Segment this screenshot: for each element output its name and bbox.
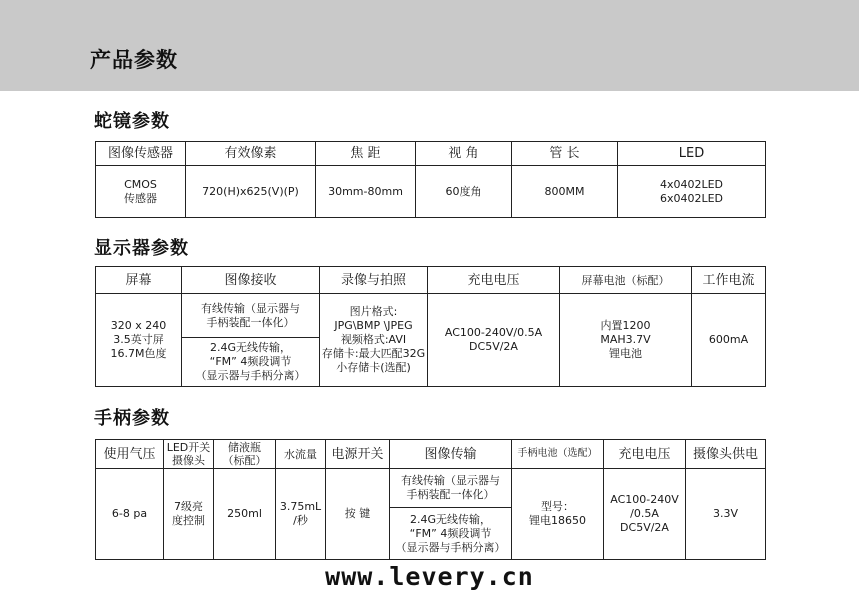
reservoir-cell: 250ml [214, 469, 276, 560]
header-cell: 屏幕 [96, 267, 182, 294]
header-cell: 图像传感器 [96, 142, 186, 166]
table-row [96, 469, 766, 508]
header-cell: 图像接收 [182, 267, 320, 294]
table-header-row [96, 142, 766, 166]
table-row [96, 294, 766, 338]
current-cell: 600mA [692, 294, 766, 387]
header-cell: 视 角 [416, 142, 512, 166]
charging-voltage-cell: AC100-240V /0.5A DC5V/2A [604, 469, 686, 560]
recording-cell: 图片格式: JPG\BMP \JPEG 视频格式:AVI 存储卡:最大匹配32G 小存储卡(选配) [320, 294, 428, 387]
header-cell: 焦 距 [316, 142, 416, 166]
battery-cell: 内置1200 MAH3.7V 锂电池 [560, 294, 692, 387]
section-title-handle: 手柄参数 [94, 408, 170, 429]
led-switch-cell: 7级亮 度控制 [164, 469, 214, 560]
transfer-wireless-cell: 2.4G无线传输， “FM” 4频段调节 （显示器与手柄分离） [390, 508, 512, 560]
header-cell: 手柄电池（选配） [512, 440, 604, 469]
display-table [95, 266, 766, 387]
header-cell: 充电电压 [604, 440, 686, 469]
header-cell: 电源开关 [326, 440, 390, 469]
header-cell: 有效像素 [186, 142, 316, 166]
reception-wired-cell: 有线传输（显示器与 手柄装配一体化） [182, 294, 320, 338]
header-cell: 屏幕电池（标配） [560, 267, 692, 294]
pixels-cell: 720(H)x625(V)(P) [186, 166, 316, 218]
header-cell: 储液瓶 （标配） [214, 440, 276, 469]
page-title: 产品参数 [90, 48, 178, 72]
reception-wireless-cell: 2.4G无线传输， “FM” 4频段调节 （显示器与手柄分离） [182, 338, 320, 387]
flow-cell: 3.75mL /秒 [276, 469, 326, 560]
battery-cell: 型号： 锂电18650 [512, 469, 604, 560]
header-cell: LED开关 摄像头 [164, 440, 214, 469]
camera-power-cell: 3.3V [686, 469, 766, 560]
header-cell: LED [618, 142, 766, 166]
transfer-wired-cell: 有线传输（显示器与 手柄装配一体化） [390, 469, 512, 508]
tube-length-cell: 800MM [512, 166, 618, 218]
angle-cell: 60度角 [416, 166, 512, 218]
screen-cell: 320 x 240 3.5英寸屏 16.7M色度 [96, 294, 182, 387]
header-cell: 摄像头供电 [686, 440, 766, 469]
table-header-row [96, 267, 766, 294]
snake-scope-table [95, 141, 766, 218]
handle-table [95, 439, 766, 560]
header-cell: 水流量 [276, 440, 326, 469]
header-cell: 管 长 [512, 142, 618, 166]
focal-cell: 30mm-80mm [316, 166, 416, 218]
website-footer: www.levery.cn [325, 562, 534, 591]
header-cell: 充电电压 [428, 267, 560, 294]
pressure-cell: 6-8 pa [96, 469, 164, 560]
section-title-snake-scope: 蛇镜参数 [94, 111, 170, 132]
header-cell: 使用气压 [96, 440, 164, 469]
header-cell: 工作电流 [692, 267, 766, 294]
header-cell: 录像与拍照 [320, 267, 428, 294]
led-cell: 4x0402LED 6x0402LED [618, 166, 766, 218]
charging-voltage-cell: AC100-240V/0.5A DC5V/2A [428, 294, 560, 387]
table-header-row [96, 440, 766, 469]
power-switch-cell: 按 键 [326, 469, 390, 560]
header-cell: 图像传输 [390, 440, 512, 469]
sensor-cell: CMOS 传感器 [96, 166, 186, 218]
section-title-display: 显示器参数 [94, 238, 189, 259]
table-row [96, 166, 766, 218]
